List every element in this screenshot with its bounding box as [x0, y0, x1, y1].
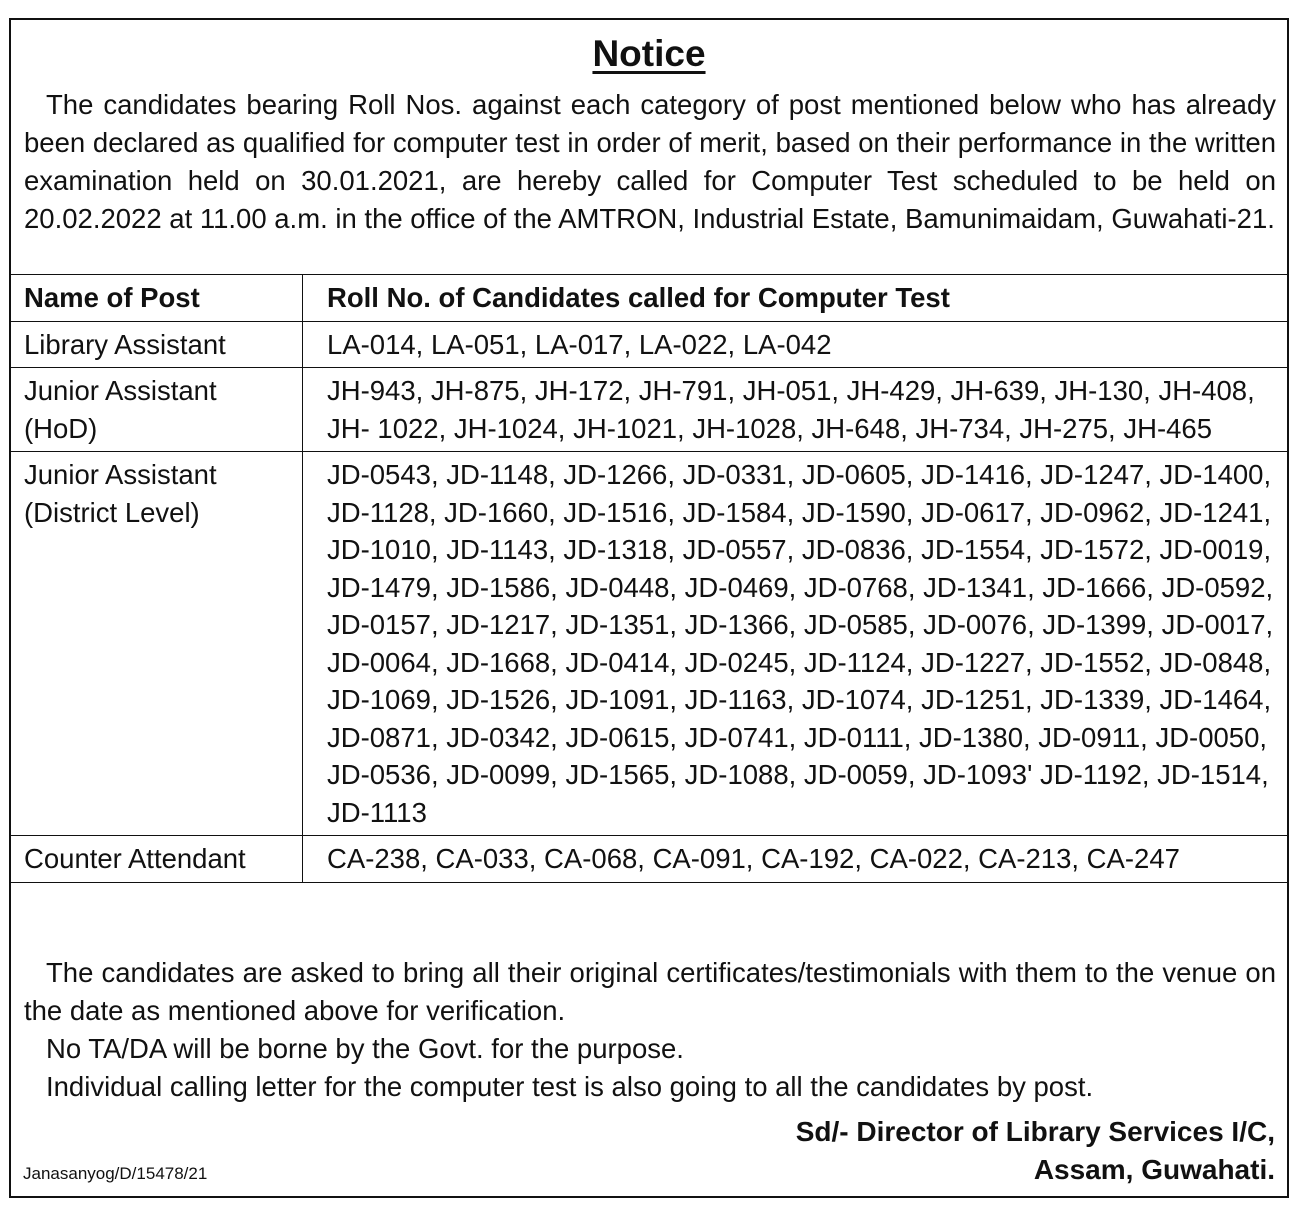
candidates-table — [11, 274, 1287, 883]
signature-line-1: Sd/- Director of Library Services I/C, — [795, 1116, 1275, 1147]
roll-numbers: JD-0543, JD-1148, JD-1266, JD-0331, JD-0605, JD-1416, JD-1247, JD-1400, JD-1128, JD-1660, JD-1516, JD-1584, JD-1590, JD-0617, JD-0962, JD-1241, JD-1010, JD-1143, JD-1318, JD-0557, JD-0836, JD-1554, JD-1572, JD-0019, JD-1479, JD-1586, JD-0448, JD-0469, JD-0768, JD-1341, JD-1666, JD-0592, JD-0157, JD-1217, JD-1351, JD-1366, JD-0585, JD-0076, JD-1399, JD-0017, JD-0064, JD-1668, JD-0414, JD-0245, JD-1124, JD-1227, JD-1552, JD-0848, JD-1069, JD-1526, JD-1091, JD-1163, JD-1074, JD-1251, JD-1339, JD-1464, JD-0871, JD-0342, JD-0615, JD-0741, JD-0111, JD-1380, JD-0911, JD-0050, JD-0536, JD-0099, JD-1565, JD-1088, JD-0059, JD-1093' JD-1192, JD-1514, JD-1113 — [303, 452, 1288, 836]
table-row — [11, 368, 1287, 452]
closing-note-ta-da: No TA/DA will be borne by the Govt. for the purpose. — [46, 1033, 684, 1064]
intro-paragraph: The candidates bearing Roll Nos. against each category of post mentioned below who has already been declared as qualified for computer test in order of merit, based on their performance in the written examination held on 30.01.2021, are hereby called for Computer Test scheduled to be held on 20.02.2022 at 11.00 a.m. in the office of the AMTRON, Industrial Estate, Bamunimaidam, Guwahati-21. — [24, 89, 1276, 234]
post-name: Junior Assistant (District Level) — [11, 452, 303, 836]
closing-note-certificates: The candidates are asked to bring all their original certificates/testimonials with them to the venue on the date as mentioned above for verification. — [24, 957, 1276, 1026]
post-name: Junior Assistant (HoD) — [11, 368, 303, 452]
table-row — [11, 452, 1287, 836]
closing-notes — [24, 954, 1276, 1106]
roll-numbers: JH-943, JH-875, JH-172, JH-791, JH-051, JH-429, JH-639, JH-130, JH-408, JH- 1022, JH-1024, JH-1021, JH-1028, JH-648, JH-734, JH-275, JH-465 — [303, 368, 1288, 452]
reference-number: Janasanyog/D/15478/21 — [23, 1164, 208, 1183]
signature-block — [796, 1113, 1275, 1189]
header-roll: Roll No. of Candidates called for Computer Test — [303, 275, 1288, 322]
roll-numbers: CA-238, CA-033, CA-068, CA-091, CA-192, CA-022, CA-213, CA-247 — [303, 836, 1288, 883]
header-post: Name of Post — [11, 275, 303, 322]
post-name: Library Assistant — [11, 321, 303, 368]
closing-note-calling-letter: Individual calling letter for the computer test is also going to all the candidates by post. — [46, 1071, 1094, 1102]
notice-title: Notice — [592, 33, 706, 74]
signature-line-2: Assam, Guwahati. — [1033, 1154, 1275, 1185]
table-header-row — [11, 275, 1287, 322]
candidates-table-wrap — [11, 274, 1287, 883]
table-row — [11, 321, 1287, 368]
table-row — [11, 836, 1287, 883]
notice-frame — [9, 18, 1289, 1198]
roll-numbers: LA-014, LA-051, LA-017, LA-022, LA-042 — [303, 321, 1288, 368]
post-name: Counter Attendant — [11, 836, 303, 883]
